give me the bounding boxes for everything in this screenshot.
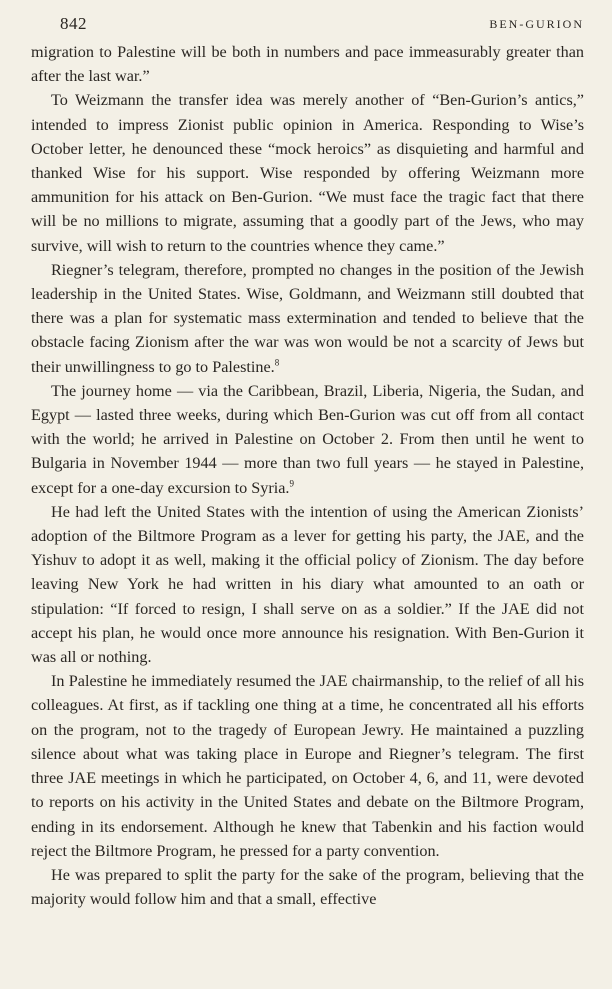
paragraph-4: [31, 379, 584, 500]
paragraph-5: [31, 500, 584, 669]
paragraph-text: migration to Palestine will be both in numbers and pace immeasurably greater than after the last war.”: [31, 43, 584, 86]
footnote-ref-9[interactable]: 9: [289, 478, 294, 489]
body-text: [31, 40, 584, 911]
paragraph-text: He was prepared to split the party for the sake of the program, believing that the majority would follow him and that a small, effective: [31, 865, 584, 909]
paragraph-1: [31, 40, 584, 88]
page-number: 842: [60, 14, 87, 33]
paragraph-text: In Palestine he immediately resumed the JAE chairmanship, to the relief of all his colleagues. At first, as if tackling one thing at a time, he concentrated all his efforts on the program, not to the tragedy of European Jewry. He maintained a puzzling silence about what was taking place in Europe and Riegner’s telegram. The first three JAE meetings in which he participated, on October 4, 6, and 11, were devoted to reports on his activity in the United States and debate on the Biltmore Program, ending in its endorsement. Although he knew that Tabenkin and his faction would reject the Biltmore Program, he pressed for a party convention.: [31, 672, 584, 860]
paragraph-text: He had left the United States with the intention of using the American Zionists’ adoption of the Biltmore Program as a lever for getting his party, the JAE, and the Yishuv to adopt it as well, making it the official policy of Zionism. The day before leaving New York he had written in his diary what amounted to an oath or stipulation: “If forced to resign, I shall serve on as a soldier.” If the JAE did not accept his plan, he would once more announce his resignation. With Ben-Gurion it was all or nothing.: [31, 502, 584, 667]
footnote-ref-8[interactable]: 8: [274, 357, 280, 368]
paragraph-6: [31, 669, 584, 863]
running-head: BEN-GURION: [489, 17, 584, 31]
paragraph-3: [31, 258, 584, 379]
page-header: [60, 14, 584, 36]
paragraph-text: The journey home — via the Caribbean, Brazil, Liberia, Nigeria, the Sudan, and Egypt — lasted three weeks, during which Ben-Gurion was cut off from all contact with the world; he arrived in Palestine on October 2. From then until he went to Bulgaria in November 1944 — more than two full years — he stayed in Palestine, except for a one-day excursion to Syria.: [31, 381, 584, 497]
paragraph-text: Riegner’s telegram, therefore, prompted no changes in the position of the Jewish leadership in the United States. Wise, Goldmann, and Weizmann still doubted that there was a plan for systematic mass extermination and tended to believe that the obstacle facing Zionism after the war was won would be not a scarcity of Jews but their unwillingness to go to Palestine.: [31, 260, 584, 376]
paragraph-7: [31, 863, 584, 911]
paragraph-text: To Weizmann the transfer idea was merely another of “Ben-Gurion’s antics,” intended to impress Zionist public opinion in America. Responding to Wise’s October letter, he denounced these “mock heroics” as disquieting and harmful and thanked Wise for his support. Wise responded by offering Weizmann more ammunition for his attack on Ben-Gurion. “We must face the tragic fact that there will be no millions to migrate, assuming that a goodly part of the Jews, who may survive, will wish to return to the countries whence they came.”: [31, 91, 584, 255]
paragraph-2: [31, 88, 584, 257]
